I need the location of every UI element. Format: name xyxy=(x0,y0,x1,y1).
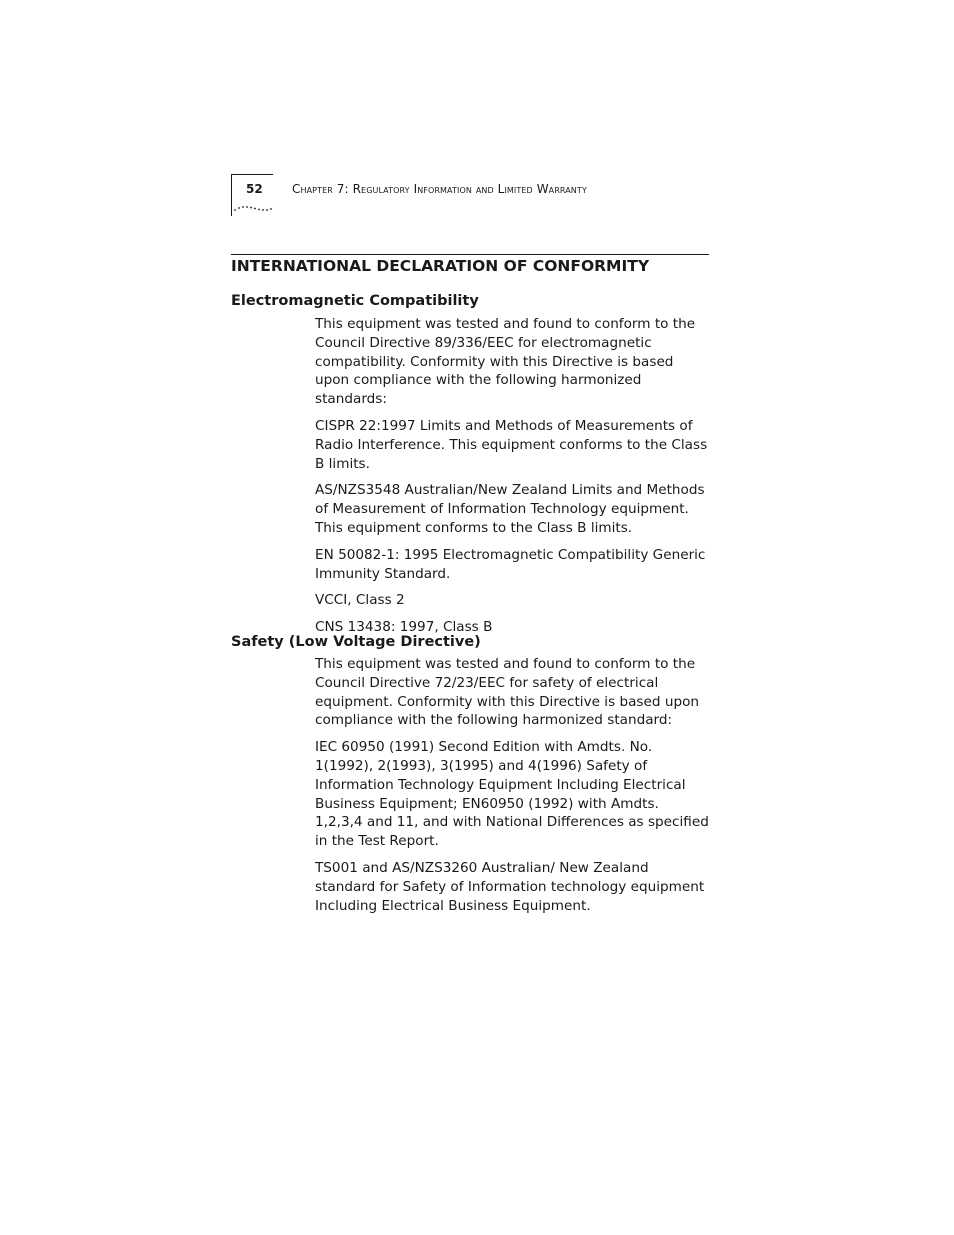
paragraph: EN 50082-1: 1995 Electromagnetic Compatibility Generic Immunity Standard. xyxy=(315,546,706,582)
main-heading: INTERNATIONAL DECLARATION OF CONFORMITY xyxy=(231,257,650,275)
corner-vertical-line xyxy=(231,174,232,216)
section-heading-safety: Safety (Low Voltage Directive) xyxy=(231,634,481,650)
section-body-safety xyxy=(315,655,709,923)
paragraph: This equipment was tested and found to conform to the Council Directive 72/23/EEC for safety of electrical equipment. Conformity with this Directive is based upon compliance with the following harmonized standard: xyxy=(315,656,700,729)
paragraph: CISPR 22:1997 Limits and Methods of Measurements of Radio Interference. This equipment conforms to the Class B limits. xyxy=(315,417,708,472)
paragraph: TS001 and AS/NZS3260 Australian/ New Zealand standard for Safety of Information technology equipment Including Electrical Business Equipment. xyxy=(315,859,705,914)
paragraph: VCCI, Class 2 xyxy=(315,592,405,609)
dotted-curve-ornament xyxy=(233,202,275,214)
section-heading-emc: Electromagnetic Compatibility xyxy=(231,293,479,309)
paragraph: CNS 13438: 1997, Class B xyxy=(315,619,493,636)
section-body-emc xyxy=(315,315,709,645)
paragraph: IEC 60950 (1991) Second Edition with Amdts. No. 1(1992), 2(1993), 3(1995) and 4(1996) Safety of Information Technology Equipment Including Electrical Business Equipment; EN60950 (1992) with Amdts. 1,2,3,4 and 11, and with National Differences as specified in the Test Report. xyxy=(315,739,709,850)
page-number: 52 xyxy=(246,182,263,196)
paragraph: This equipment was tested and found to conform to the Council Directive 89/336/EEC for electromagnetic compatibility. Conformity with this Directive is based upon compliance with the following harmonized standards: xyxy=(315,316,696,408)
heading-rule xyxy=(231,254,709,255)
paragraph: AS/NZS3548 Australian/New Zealand Limits and Methods of Measurement of Information Technology equipment. This equipment conforms to the Class B limits. xyxy=(315,482,705,536)
corner-horizontal-line xyxy=(231,174,273,175)
running-header: Chapter 7: Regulatory Information and Limited Warranty xyxy=(292,182,587,196)
